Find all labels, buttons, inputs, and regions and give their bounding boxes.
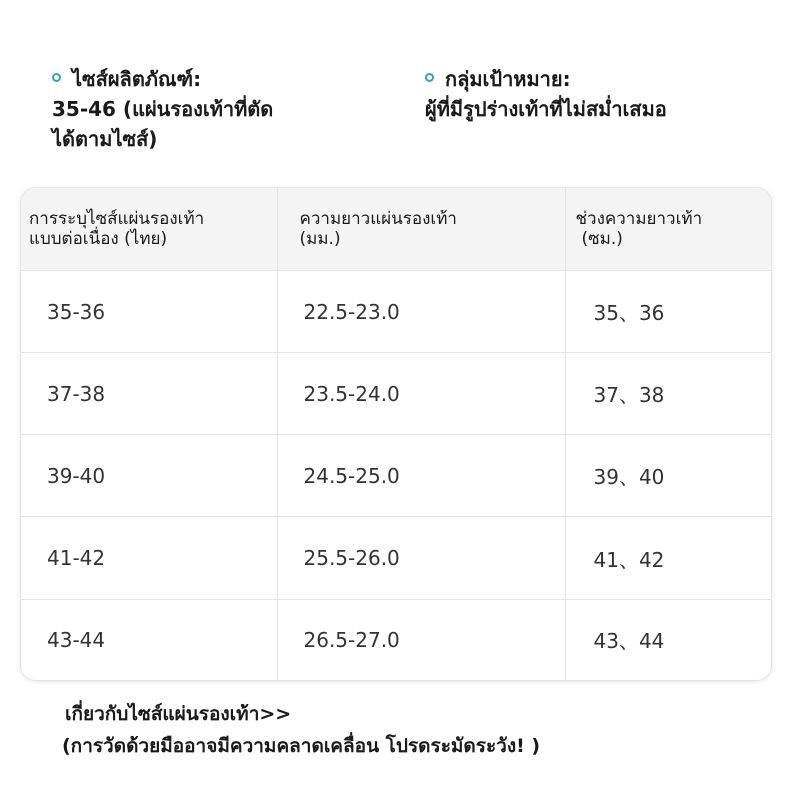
header-insole-length: ความยาวแผ่นรองเท้า (มม.) (277, 188, 565, 271)
table-row (21, 599, 771, 680)
cell-foot-length: 35、36 (565, 271, 771, 353)
cell-insole-size: 35-36 (21, 271, 277, 353)
product-size-range: 35-46 (แผ่นรองเท้าที่ตัด (52, 97, 274, 121)
size-table (21, 188, 771, 680)
size-table-card (20, 187, 772, 681)
header-foot-length: ช่วงความยาวเท้า (ซม.) (565, 188, 771, 271)
target-group-label: กลุ่มเป้าหมาย: (445, 67, 571, 91)
cell-insole-size: 41-42 (21, 517, 277, 599)
product-size-label: ไซส์ผลิตภัณฑ์: (72, 67, 202, 91)
cell-insole-length: 25.5-26.0 (277, 517, 565, 599)
cell-insole-size: 39-40 (21, 435, 277, 517)
cell-insole-size: 43-44 (21, 599, 277, 680)
cell-foot-length: 37、38 (565, 353, 771, 435)
cell-foot-length: 41、42 (565, 517, 771, 599)
table-row (21, 353, 771, 435)
circle-bullet-icon (425, 73, 434, 82)
cell-insole-length: 24.5-25.0 (277, 435, 565, 517)
cell-insole-length: 22.5-23.0 (277, 271, 565, 353)
cell-foot-length: 39、40 (565, 435, 771, 517)
table-row (21, 435, 771, 517)
table-row (21, 517, 771, 599)
cell-foot-length: 43、44 (593, 629, 665, 654)
target-group-text (425, 64, 667, 124)
cell-insole-length: 26.5-27.0 (277, 599, 565, 680)
table-header-row (21, 188, 771, 271)
product-size-info (52, 64, 392, 154)
product-size-text (52, 64, 274, 154)
cell-insole-size: 37-38 (21, 353, 277, 435)
size-note-footer (62, 698, 541, 762)
target-group-info (425, 64, 795, 124)
size-guide-link[interactable]: เกี่ยวกับไซส์แผ่นรองเท้า>> (65, 703, 292, 725)
target-group-value: ผู้ที่มีรูปร่างเท้าที่ไม่สม่ำเสมอ (425, 97, 667, 121)
product-size-note: ได้ตามไซส์) (52, 127, 158, 151)
header-insole-size: การระบุไซส์แผ่นรองเท้า แบบต่อเนื่อง (ไทย) (21, 188, 277, 271)
cell-insole-length: 23.5-24.0 (277, 353, 565, 435)
measurement-warning: (การวัดด้วยมืออาจมีความคลาดเคลื่อน โปรดระมัดระวัง! ) (62, 735, 541, 757)
circle-bullet-icon (52, 73, 61, 82)
table-row (21, 271, 771, 353)
